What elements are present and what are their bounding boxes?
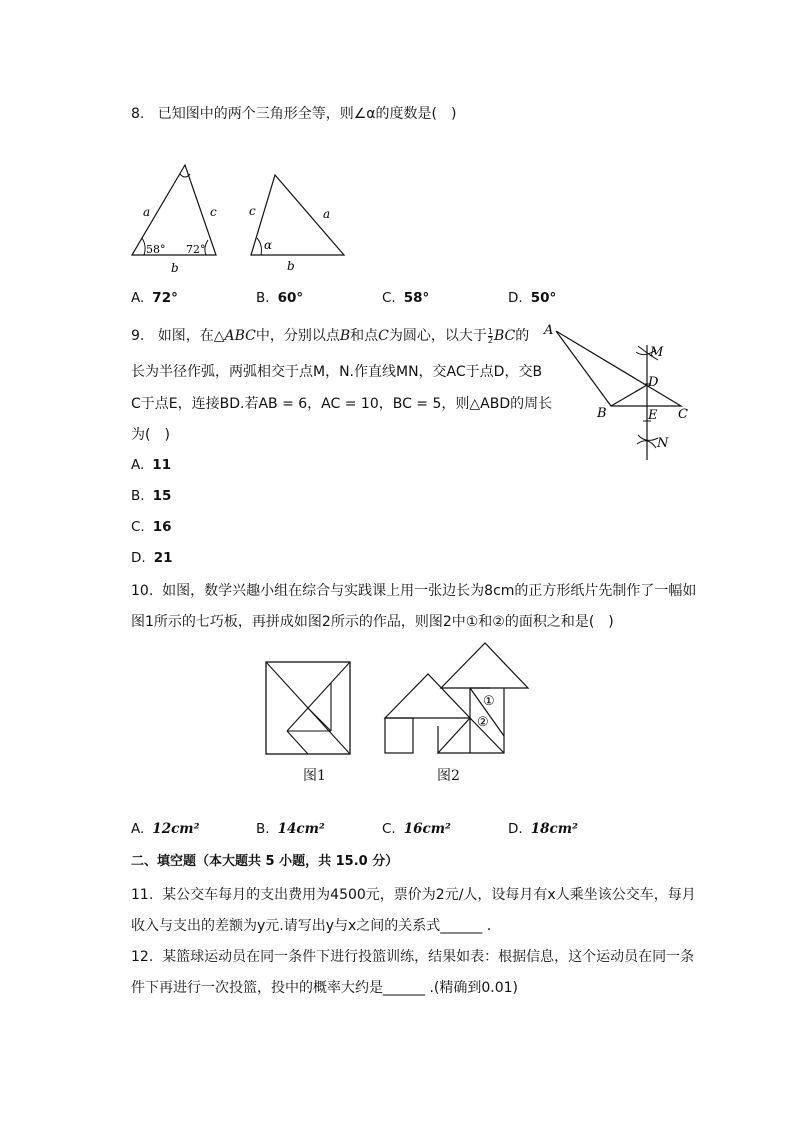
q9-fraction bbox=[488, 328, 493, 345]
q9-line-2: 长为半径作弧，两弧相交于点M，N.作直线MN，交AC于点D，交B bbox=[131, 364, 543, 380]
option-value: 12cm² bbox=[152, 821, 200, 837]
option-value: 60° bbox=[277, 290, 304, 306]
q12-line-2: 件下再进行一次投篮，投中的概率大约是______ .(精确到0.01) bbox=[131, 980, 518, 996]
q9-line-4: 为( ) bbox=[131, 427, 170, 443]
q10-figure-1-caption: 图1 bbox=[303, 768, 326, 784]
q8-left-angle-72: 72° bbox=[186, 243, 206, 256]
q11-line-2: 收入与支出的差额为y元.请写出y与x之间的关系式______ . bbox=[131, 918, 492, 934]
option-value: 16 bbox=[152, 519, 172, 535]
q9-math: B bbox=[339, 328, 351, 344]
q8-right-angle-alpha: α bbox=[264, 238, 273, 252]
tangram-line bbox=[287, 662, 350, 731]
q9-option-b[interactable] bbox=[131, 488, 171, 504]
q10-option-c[interactable] bbox=[382, 821, 451, 837]
option-value: 72° bbox=[152, 290, 178, 306]
option-letter: A. bbox=[131, 821, 145, 837]
q9-label-e: E bbox=[648, 408, 658, 423]
q9-option-c[interactable] bbox=[131, 519, 172, 535]
q8-option-c[interactable] bbox=[382, 290, 429, 306]
q8-option-d[interactable] bbox=[508, 290, 556, 306]
q10-text: 如图，数学兴趣小组在综合与实践课上用一张边长为8cm的正方形纸片先制作了一幅如 bbox=[162, 583, 697, 599]
q9-label-c: C bbox=[678, 407, 688, 422]
q10-line-1 bbox=[131, 582, 696, 600]
q9-math: C bbox=[378, 328, 389, 344]
q10-option-a[interactable] bbox=[131, 821, 200, 837]
q9-line-1 bbox=[131, 327, 529, 345]
option-letter: B. bbox=[256, 821, 270, 837]
option-value: 50° bbox=[530, 290, 557, 306]
q12-line-1 bbox=[131, 948, 694, 966]
q9-text: 如图，在△ bbox=[157, 328, 225, 344]
q9-math: BC bbox=[493, 328, 516, 344]
q10-option-b[interactable] bbox=[256, 821, 325, 837]
q9-text: 为圆心，以大于 bbox=[388, 328, 487, 344]
option-letter: A. bbox=[131, 290, 145, 306]
q9-label-n: N bbox=[657, 436, 669, 451]
q10-option-d[interactable] bbox=[508, 821, 578, 837]
q9-option-d[interactable] bbox=[131, 550, 172, 566]
q9-text: 的 bbox=[515, 328, 530, 344]
fraction-numerator: 1 bbox=[487, 326, 493, 336]
q9-label-a: A bbox=[544, 323, 554, 338]
q8-stem bbox=[131, 105, 456, 123]
q10-number: 10. bbox=[131, 583, 154, 599]
option-letter: C. bbox=[131, 519, 145, 535]
option-value: 18cm² bbox=[530, 821, 578, 837]
q8-left-label-b: b bbox=[171, 261, 179, 275]
q10-line-2: 图1所示的七巧板，再拼成如图2所示的作品，则图2中①和②的面积之和是( ) bbox=[131, 614, 614, 630]
option-value: 16cm² bbox=[403, 821, 451, 837]
q9-math: ABC bbox=[224, 328, 256, 344]
q8-right-label-b: b bbox=[287, 259, 295, 273]
q12-text: 某篮球运动员在同一条件下进行投篮训练，结果如表：根据信息，这个运动员在同一条 bbox=[162, 949, 695, 965]
tangram-line bbox=[287, 731, 308, 754]
q9-label-b: B bbox=[597, 406, 607, 421]
q8-stem-text: 已知图中的两个三角形全等，则∠α的度数是( ) bbox=[157, 106, 457, 122]
option-letter: D. bbox=[508, 290, 523, 306]
option-letter: B. bbox=[256, 290, 270, 306]
q11-line-1 bbox=[131, 886, 696, 904]
q10-figure-2 bbox=[382, 640, 532, 755]
q8-left-label-a: a bbox=[143, 205, 151, 219]
q9-triangle bbox=[556, 331, 681, 406]
q9-number: 9. bbox=[131, 328, 145, 344]
option-value: 21 bbox=[153, 550, 173, 566]
q8-right-arc-alpha bbox=[257, 238, 262, 255]
option-letter: A. bbox=[131, 457, 145, 473]
option-value: 15 bbox=[152, 488, 172, 504]
q9-segment-bd bbox=[611, 385, 647, 406]
q9-figure bbox=[540, 320, 700, 460]
q8-right-label-c: c bbox=[249, 204, 256, 218]
option-value: 58° bbox=[403, 290, 430, 306]
option-letter: D. bbox=[131, 550, 146, 566]
q10-figure-1 bbox=[265, 661, 355, 756]
q10-piece-1: ① bbox=[483, 694, 495, 709]
q8-right-label-a: a bbox=[323, 207, 331, 221]
tangram-line bbox=[308, 708, 331, 731]
q9-text: 和点 bbox=[350, 328, 379, 344]
q9-option-a[interactable] bbox=[131, 457, 171, 473]
q11-number: 11. bbox=[131, 887, 154, 903]
option-value: 11 bbox=[152, 457, 172, 473]
q8-number: 8. bbox=[131, 106, 145, 122]
tangram-small-square bbox=[385, 718, 413, 753]
q8-left-angle-58: 58° bbox=[146, 243, 166, 256]
q10-figure-2-caption: 图2 bbox=[437, 768, 460, 784]
option-letter: C. bbox=[382, 290, 396, 306]
option-value: 14cm² bbox=[277, 821, 325, 837]
q8-left-label-c: c bbox=[210, 205, 217, 219]
tangram-roof-right bbox=[441, 643, 528, 688]
q12-number: 12. bbox=[131, 949, 154, 965]
fraction-denominator: 2 bbox=[487, 335, 493, 345]
q8-left-arc-58 bbox=[142, 238, 145, 255]
q9-line-3: C于点E，连接BD.若AB = 6，AC = 10，BC = 5，则△ABD的周长 bbox=[131, 396, 553, 412]
q9-arc-n1 bbox=[638, 435, 658, 440]
tangram-roof-left bbox=[385, 674, 470, 718]
section-heading: 二、填空题（本大题共 5 小题，共 15.0 分） bbox=[131, 854, 399, 869]
q8-figure bbox=[125, 160, 355, 280]
q9-label-m: M bbox=[650, 345, 664, 360]
q10-piece-2: ② bbox=[477, 715, 489, 730]
q8-option-a[interactable] bbox=[131, 290, 178, 306]
q9-label-d: D bbox=[648, 375, 659, 390]
option-letter: D. bbox=[508, 821, 523, 837]
q8-option-b[interactable] bbox=[256, 290, 303, 306]
q11-text: 某公交车每月的支出费用为4500元，票价为2元/人，设每月有x人乘坐该公交车，每月 bbox=[162, 887, 696, 903]
q9-text: 中，分别以点 bbox=[255, 328, 340, 344]
option-letter: B. bbox=[131, 488, 145, 504]
option-letter: C. bbox=[382, 821, 396, 837]
